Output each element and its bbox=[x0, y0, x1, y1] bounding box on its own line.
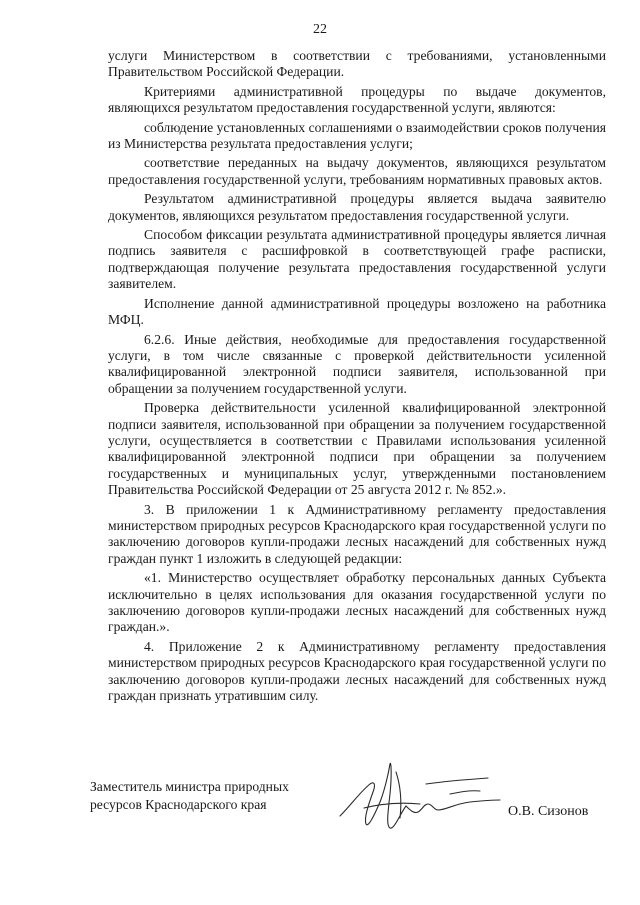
paragraph: Результатом административной процедуры является выдача заявителю документов, являющихся результатом предоставления государственной услуги. bbox=[108, 191, 606, 223]
paragraph: 6.2.6. Иные действия, необходимые для предоставления государственной услуги, в том числе связанные с проверкой действительности усиленной квалифицированной электронной подписи заявителя, использованной при обращении за получением государственной услуги. bbox=[108, 331, 606, 396]
paragraph: соответствие переданных на выдачу документов, являющихся результатом предоставления государственной услуги, требованиям нормативных правовых актов. bbox=[108, 155, 606, 187]
paragraph: Способом фиксации результата административной процедуры является личная подпись заявителя с расшифровкой в соответствующей графе расписки, подтверждающая получение результата предоставления государственной услуги заявителем. bbox=[108, 227, 606, 292]
signature-block bbox=[90, 778, 610, 858]
paragraph: Исполнение данной административной процедуры возложено на работника МФЦ. bbox=[108, 295, 606, 328]
paragraph: Проверка действительности усиленной квалифицированной электронной подписи заявителя, использованной при обращении за получением государственной услуги, осуществляется в соответствии с Правилами использования усиленной квалифицированной электронной подписи при обращении за получением государственных и муниципальных услуг, утвержденными постановлением Правительства Российской Федерации от 25 августа 2012 г. № 852.». bbox=[108, 400, 606, 498]
paragraph: 3. В приложении 1 к Административному регламенту предоставления министерством природных ресурсов Краснодарского края государственной услуги по заключению договоров купли-продажи лесных насаждений для собственных нужд граждан пункт 1 изложить в следующей редакции: bbox=[108, 501, 606, 566]
signatory-position: Заместитель министра природных ресурсов Краснодарского края bbox=[90, 779, 289, 812]
paragraph: услуги Министерством в соответствии с требованиями, установленными Правительством Российской Федерации. bbox=[108, 48, 606, 80]
paragraph: Критериями административной процедуры по выдаче документов, являющихся результатом предоставления государственной услуги, являются: bbox=[108, 83, 606, 116]
paragraph: соблюдение установленных соглашениями о взаимодействии сроков получения из Министерства результата предоставления услуги; bbox=[108, 119, 606, 152]
page-number: 22 bbox=[313, 22, 327, 37]
signatory-name: О.В. Сизонов bbox=[508, 804, 589, 819]
handwritten-signature bbox=[330, 754, 510, 844]
paragraph: 4. Приложение 2 к Административному регламенту предоставления министерством природных ресурсов Краснодарского края государственной услуги по заключению договоров купли-продажи лесных насаждений для собственных нужд граждан признать утратившим силу. bbox=[108, 638, 606, 704]
document-body bbox=[108, 48, 606, 707]
paragraph: «1. Министерство осуществляет обработку персональных данных Субъекта исключительно в целях использования для оказания государственной услуги по заключению договоров купли-продажи лесных насаждений для собственных нужд граждан.». bbox=[108, 570, 606, 635]
